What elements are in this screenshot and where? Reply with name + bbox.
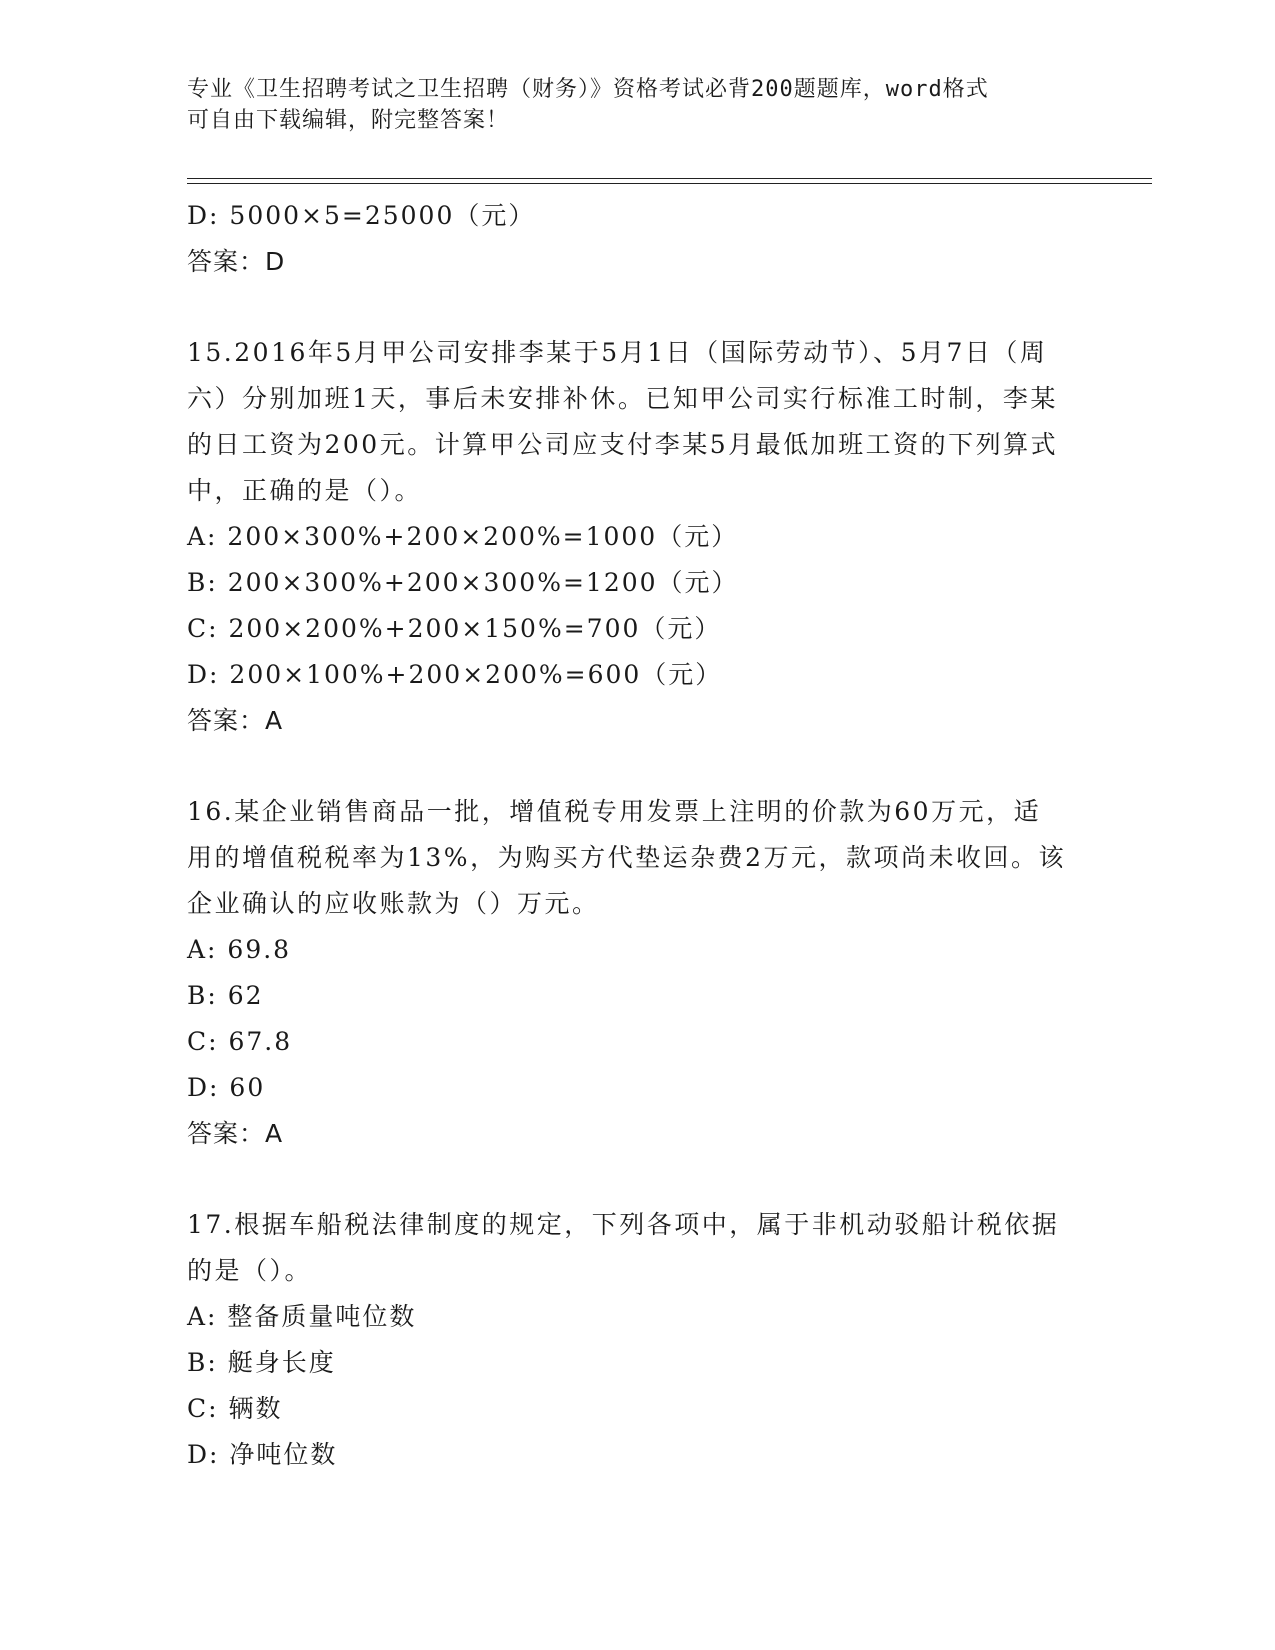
question-16-option-b: B: 62 <box>187 981 264 1010</box>
question-17-stem: 17.根据车船税法律制度的规定，下列各项中，属于非机动驳船计税依据的是（）。 <box>187 1210 1060 1285</box>
question-16-answer: 答案：A <box>187 1119 284 1148</box>
spacer <box>187 1157 1087 1202</box>
header-divider-bottom <box>187 183 1152 184</box>
question-15 <box>187 330 1087 744</box>
document-body <box>187 193 1087 1478</box>
question-16-option-c: C: 67.8 <box>187 1027 293 1056</box>
spacer <box>187 285 1087 330</box>
question-16-option-a: A: 69.8 <box>187 935 292 964</box>
spacer <box>187 744 1087 789</box>
question-16 <box>187 789 1087 1157</box>
question-15-stem: 15.2016年5月甲公司安排李某于5月1日（国际劳动节）、5月7日（周六）分别加班1天，事后未安排补休。已知甲公司实行标准工时制，李某的日工资为200元。计算甲公司应支付李某5月最低加班工资的下列算式中，正确的是（）。 <box>187 338 1059 505</box>
question-16-option-d: D: 60 <box>187 1073 266 1102</box>
question-15-option-b: B: 200×300%+200×300%=1200（元） <box>187 568 739 597</box>
page-header <box>187 74 1087 136</box>
question-17-option-b: B: 艇身长度 <box>187 1348 336 1377</box>
header-line-1: 专业《卫生招聘考试之卫生招聘（财务）》资格考试必背200题题库，word格式 <box>187 77 989 102</box>
question-15-option-c: C: 200×200%+200×150%=700（元） <box>187 614 722 643</box>
question-17-option-c: C: 辆数 <box>187 1394 283 1423</box>
header-line-2: 可自由下载编辑，附完整答案！ <box>187 108 510 133</box>
prev-answer: 答案：D <box>187 247 286 276</box>
question-17 <box>187 1202 1087 1478</box>
question-17-option-d: D: 净吨位数 <box>187 1440 338 1469</box>
question-15-answer: 答案：A <box>187 706 284 735</box>
question-15-option-a: A: 200×300%+200×200%=1000（元） <box>187 522 739 551</box>
question-16-stem: 16.某企业销售商品一批，增值税专用发票上注明的价款为60万元，适用的增值税税率为13%，为购买方代垫运杂费2万元，款项尚未收回。该企业确认的应收账款为（）万元。 <box>187 797 1066 918</box>
question-17-option-a: A: 整备质量吨位数 <box>187 1302 417 1331</box>
header-divider-top <box>187 178 1152 179</box>
question-15-option-d: D: 200×100%+200×200%=600（元） <box>187 660 723 689</box>
prev-option-d: D: 5000×5=25000（元） <box>187 201 536 230</box>
